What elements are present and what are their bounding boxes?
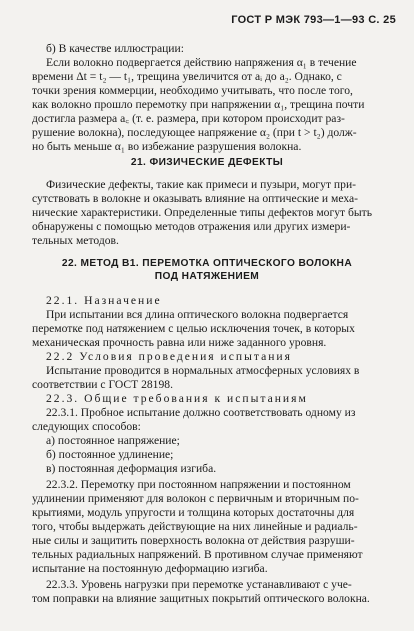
clause-22-3-3-line-1: 22.3.3. Уровень нагрузки при перемотке устанавливают с уче- [46,578,352,591]
clause-22-3-3-line-2: том поправки на влияние защитных покрытий оптического волокна. [32,592,370,605]
subsection-22-1-line-1: При испытании вся длина оптического волокна подвергается [46,308,349,321]
clause-22-3-1-line-1: 22.3.1. Пробное испытание должно соответствовать одному из [46,406,356,419]
intro-line-4: точки зрения коммерции, необходимо учитывать, что после того, [32,84,353,97]
option-a: а) постоянное напряжение; [46,434,180,447]
section-22-heading-line-2: ПОД НАТЯЖЕНИЕМ [154,271,260,282]
clause-22-3-2-line-1: 22.3.2. Перемотку при постоянном напряжении и постоянном [46,478,351,491]
clause-22-3-2-line-2: удлинении применяют для волокон с первичным и вторичным по- [32,492,359,505]
intro-line-2: Если волокно подвергается действию напряжения α₁ в течение [46,56,357,69]
section-21-line-3: нические характеристики. Определенные типы дефектов могут быть [32,206,373,219]
subsection-22-2-line-1: Испытание проводится в нормальных атмосферных условиях в [46,364,360,377]
option-b: б) постоянное удлинение; [46,448,174,461]
clause-22-3-2-line-4: того, чтобы выдержать действующие на них линейные и радиаль- [32,520,358,533]
intro-line-5: как волокно прошло перемотку при напряжении α₁, трещина почти [32,98,365,111]
clause-22-3-2-line-7: испытание на постоянную деформацию изгиба. [32,562,268,575]
clause-22-3-2-line-5: ные силы и защитить поверхность волокна от действия разруши- [32,534,355,547]
intro-line-7: рушение волокна), последующее напряжение α₂ (при t > t₂) долж- [32,126,357,139]
subsection-22-2-line-2: соответствии с ГОСТ 28198. [32,378,173,391]
clause-22-3-2-line-6: тельных радиальных напряжений. В противном случае применяют [32,548,363,561]
subsection-22-3-title: 22.3. Общие требования к испытаниям [46,392,308,405]
section-22-heading-line-1: 22. МЕТОД В1. ПЕРЕМОТКА ОПТИЧЕСКОГО ВОЛОКНА [61,258,353,269]
section-21-line-1: Физические дефекты, такие как примеси и пузыри, могут при- [46,178,357,191]
option-c: в) постоянная деформация изгиба. [46,462,217,475]
subsection-22-1-line-2: перемотке под натяжением с целью исключения точек, в которых [32,322,355,335]
section-21-line-2: сутствовать в волокне и оказывать влияние на оптические и меха- [32,192,358,205]
section-21-line-4: обнаружены с помощью методов отражения или других измери- [32,220,351,233]
intro-line-8: но быть меньше α₁ во избежание разрушения волокна. [32,140,302,153]
clause-22-3-1-line-2: следующих способов: [32,420,141,433]
clause-22-3-2-line-3: крытиями, модуль упругости и толщина которых достаточны для [32,506,355,519]
section-21-heading: 21. ФИЗИЧЕСКИЕ ДЕФЕКТЫ [130,157,284,168]
subsection-22-2-title: 22.2 Условия проведения испытания [46,350,292,363]
section-21-line-5: тельных методов. [32,234,119,247]
subsection-22-1-line-3: механическая прочность равна или ниже заданного уровня. [32,336,327,349]
intro-line-6: достигла размера a꜀ (т. е. размера, при котором происходит раз- [32,112,345,125]
subsection-22-1-title: 22.1. Назначение [46,294,162,307]
intro-line-1: б) В качестве иллюстрации: [46,42,184,55]
intro-line-3: времени Δt = t₂ — t₁, трещина увеличится от aᵢ до a₂. Однако, с [32,70,342,83]
page-header: ГОСТ Р МЭК 793—1—93 С. 25 [231,14,396,26]
